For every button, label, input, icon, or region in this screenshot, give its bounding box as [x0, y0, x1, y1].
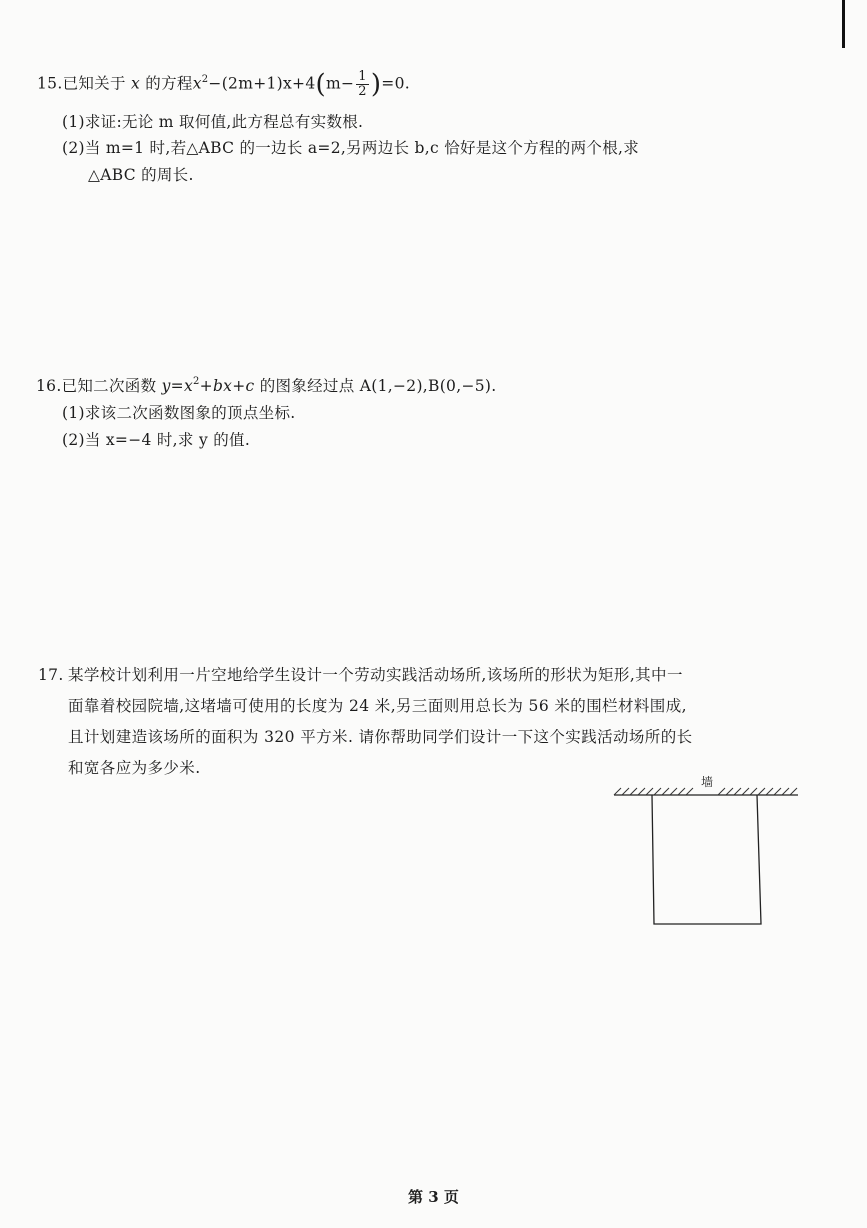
q15-number: 15. — [37, 74, 63, 93]
q15-stem-text: 已知关于 — [62, 74, 126, 93]
q17-line1: 某学校计划利用一片空地给学生设计一个劳动实践活动场所,该场所的形状为矩形,其中一 — [68, 666, 683, 684]
q15-eq-x: x — [192, 74, 202, 93]
figure-wall-label: 墙 — [700, 775, 714, 789]
q16-stem-post: 的图象经过点 A(1,−2),B(0,−5). — [259, 377, 497, 395]
q15-frac-num: 1 — [358, 69, 367, 84]
q15-eq-exp: 2 — [201, 73, 209, 85]
q15-frac-den: 2 — [358, 84, 367, 99]
q16-sub2: (2)当 x=−4 时,求 y 的值. — [62, 431, 251, 449]
q15-sub2-line2: △ABC 的周长. — [88, 166, 194, 184]
q15-var: x — [131, 74, 141, 93]
q16-eq-a: y=x — [161, 377, 193, 395]
q16-eq-exp: 2 — [193, 376, 200, 387]
wall-rectangle-figure — [608, 768, 808, 933]
q15-eq-part: −(2m+1)x+4 — [208, 74, 316, 93]
q15-stem — [37, 70, 410, 99]
q17-number: 17. — [38, 666, 64, 684]
q15-paren-close: ) — [370, 69, 382, 100]
q16-number: 16. — [36, 377, 62, 395]
q17-line3: 且计划建造该场所的面积为 320 平方米. 请你帮助同学们设计一下这个实践活动场所的长 — [68, 728, 693, 746]
q15-fraction — [356, 70, 369, 99]
q16-eq-b: +bx+c — [199, 377, 255, 395]
q17-line4: 和宽各应为多少米. — [68, 759, 201, 777]
q15-eq-m: m− — [325, 74, 355, 93]
q15-sub2-line1: (2)当 m=1 时,若△ABC 的一边长 a=2,另两边长 b,c 恰好是这个方程的两个根,求 — [62, 139, 640, 157]
q15-eq-end: =0. — [381, 74, 410, 93]
q15-paren-open: ( — [315, 69, 326, 100]
binding-mark — [842, 0, 845, 48]
wall-hatching — [614, 788, 797, 795]
q16-sub1: (1)求该二次函数图象的顶点坐标. — [62, 404, 296, 422]
fence-rectangle — [652, 795, 761, 924]
q15-sub1: (1)求证:无论 m 取何值,此方程总有实数根. — [62, 113, 364, 131]
q17-text — [68, 660, 693, 784]
q17-line2: 面靠着校园院墙,这堵墙可使用的长度为 24 米,另三面则用总长为 56 米的围栏材料围成, — [68, 697, 687, 715]
q16-stem-text: 已知二次函数 — [61, 377, 157, 395]
q15-stem-text2: 的方程 — [145, 74, 193, 93]
page-number: 第 3 页 — [408, 1188, 459, 1206]
q16-stem — [36, 374, 496, 396]
